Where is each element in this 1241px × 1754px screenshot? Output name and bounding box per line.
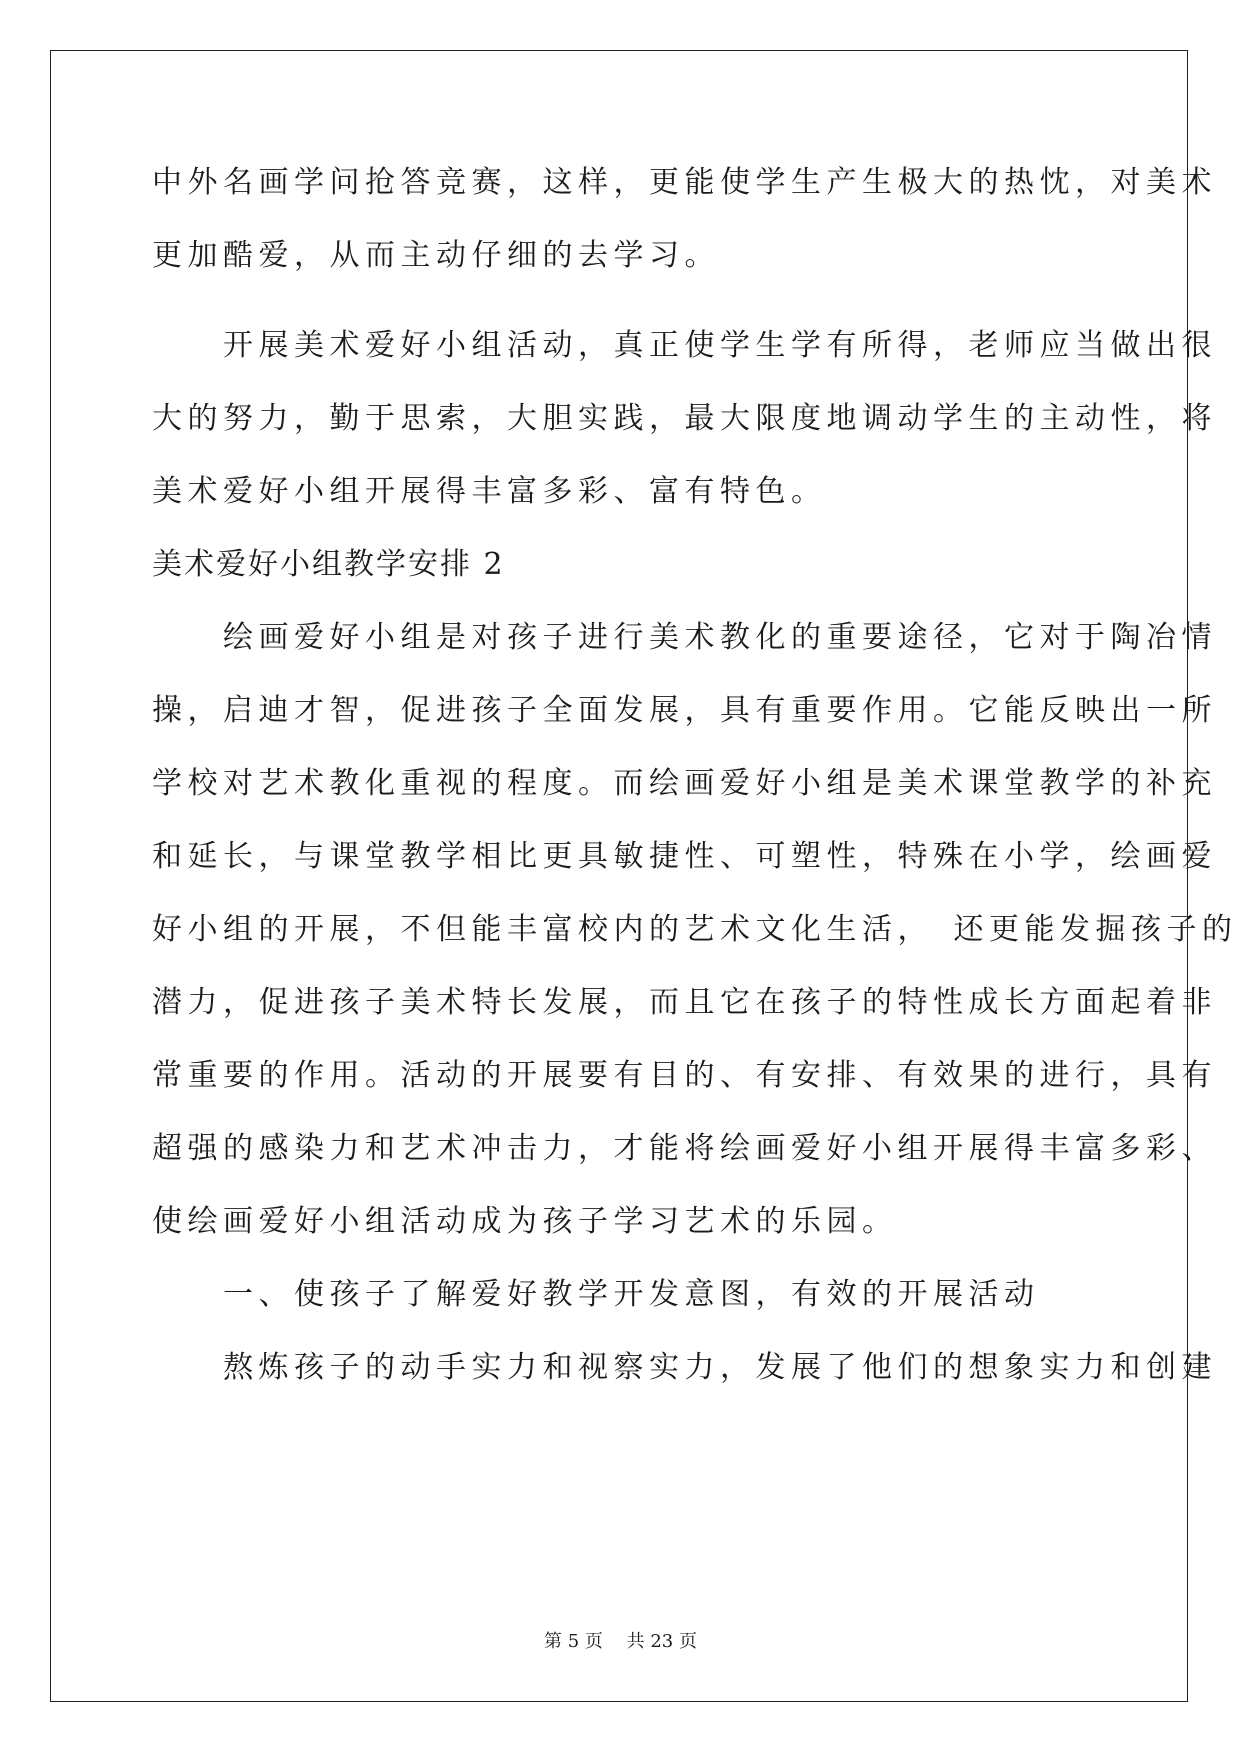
- text-line: 美术爱好小组开展得丰富多彩、富有特色。: [152, 474, 827, 509]
- text-line: 操，启迪才智，促进孩子全面发展，具有重要作用。它能反映出一所: [152, 693, 1217, 728]
- text-line: 常重要的作用。活动的开展要有目的、有安排、有效果的进行，具有: [152, 1058, 1217, 1093]
- text-line: 熬炼孩子的动手实力和视察实力，发展了他们的想象实力和创建: [152, 1350, 1217, 1385]
- page-footer: 第 5 页 共 23 页: [544, 1631, 697, 1652]
- text-line: 更加酷爱，从而主动仔细的去学习。: [152, 238, 720, 273]
- text-line: 潜力，促进孩子美术特长发展，而且它在孩子的特性成长方面起着非: [152, 985, 1217, 1020]
- text-line: 中外名画学问抢答竞赛，这样，更能使学生产生极大的热忱，对美术: [152, 165, 1217, 200]
- text-line: 开展美术爱好小组活动，真正使学生学有所得，老师应当做出很: [152, 328, 1217, 363]
- text-line: 和延长，与课堂教学相比更具敏捷性、可塑性，特殊在小学，绘画爱: [152, 839, 1217, 874]
- section-heading: 美术爱好小组教学安排 2: [152, 547, 505, 582]
- text-line: 好小组的开展，不但能丰富校内的艺术文化生活， 还更能发掘孩子的: [152, 912, 1238, 947]
- text-line: 大的努力，勤于思索，大胆实践，最大限度地调动学生的主动性，将: [152, 401, 1217, 436]
- text-line: 一、使孩子了解爱好教学开发意图，有效的开展活动: [152, 1277, 1040, 1312]
- text-line: 使绘画爱好小组活动成为孩子学习艺术的乐园。: [152, 1204, 898, 1239]
- text-line: 学校对艺术教化重视的程度。而绘画爱好小组是美术课堂教学的补充: [152, 766, 1217, 801]
- text-line: 绘画爱好小组是对孩子进行美术教化的重要途径，它对于陶冶情: [152, 620, 1217, 655]
- text-line: 超强的感染力和艺术冲击力，才能将绘画爱好小组开展得丰富多彩、: [152, 1131, 1217, 1166]
